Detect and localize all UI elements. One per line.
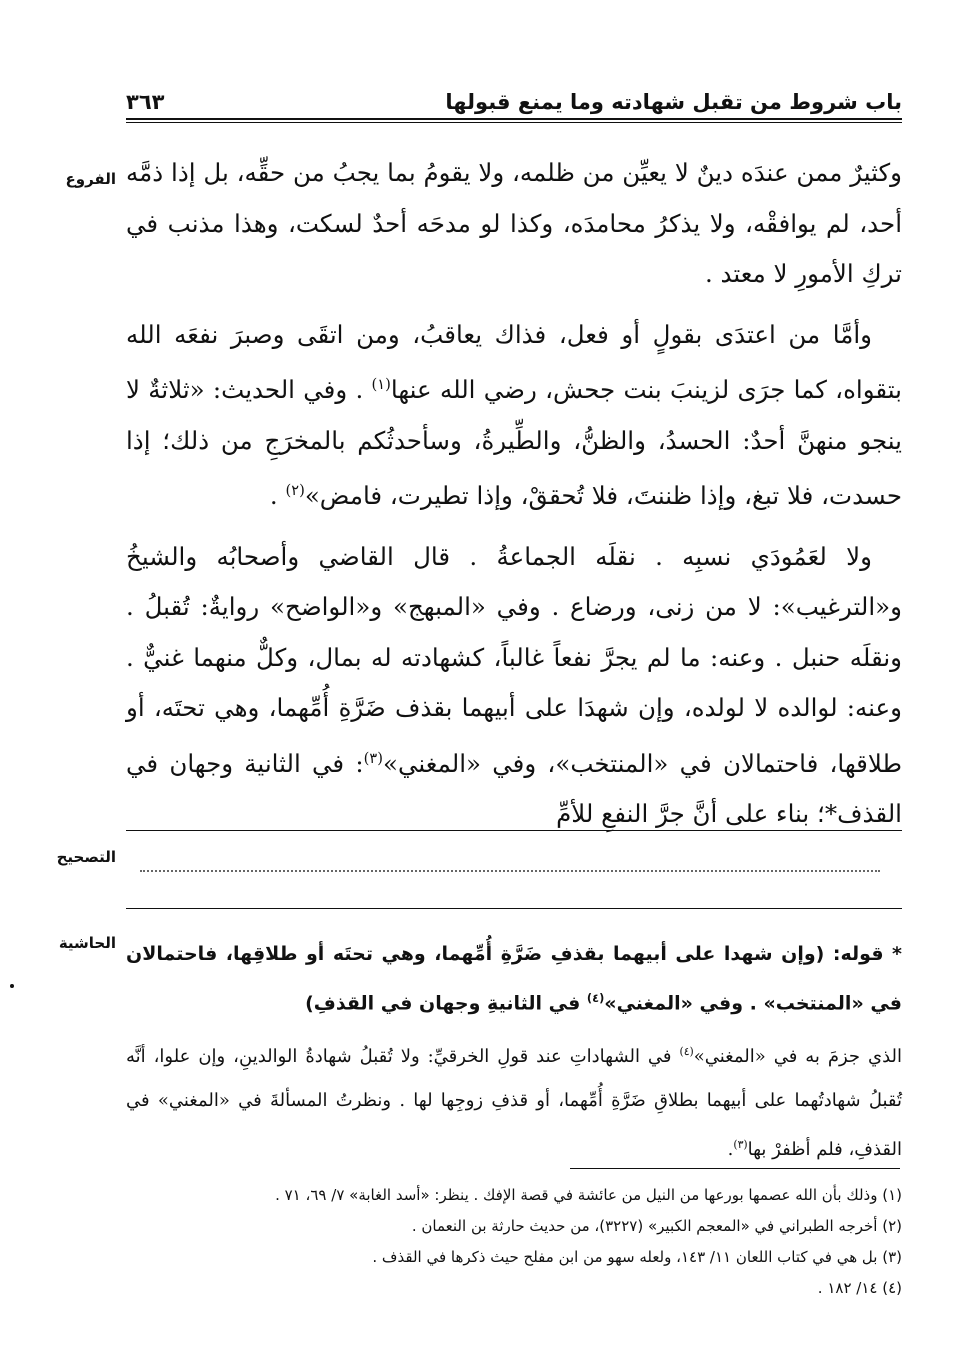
footnote: (٣) بل هي في كتاب اللعان ١١/ ١٤٣، ولعله سهو من ابن مفلح حيث ذكرها في القذف . — [372, 1248, 902, 1266]
footnote-ref: (٢) — [285, 482, 305, 500]
main-text — [126, 148, 902, 850]
paragraph — [126, 310, 902, 522]
hashiya-quote — [126, 932, 902, 1025]
header-rule-thin — [126, 122, 902, 123]
paragraph-text: ولا لعَمُودَي نسبِه . نقلَه الجماعةُ . قال القاضي وأصحابُه والشيخُ و«الترغيب»: لا من زنى، ورضاع . وفي «المبهج» و«الواضح» روايةٌ: تُقبلُ . ونقلَه حنبل . وعنه: ما لم يجرَّ نفعاً غالباً، كشهادته له بمال، وكلٌّ منهما غنيٌّ . وعنه: لوالده لا لولده، وإن شهدَا على أبيهما بقذف ضَرَّةِ أُمِّهما، وهي تحتَه، أو طلاقها، فاحتمالان في «المنتخب»، وفي «المغني» — [126, 541, 903, 778]
paragraph — [126, 1030, 902, 1172]
footnote: (٢) أخرجه الطبراني في «المعجم الكبير» (٣٢٢٧)، من حديث حارثة بن النعمان . — [411, 1217, 902, 1235]
hashiya-body — [126, 1030, 902, 1172]
paragraph-text: وأمَّا من اعتدَى بقولٍ أو فعل، فذاك يعاقبُ، ومن اتقَى وصبرَ نفعَه الله بتقواه، كما جرَى لزينبَ بنت جحش، رضي الله عنها — [126, 319, 902, 405]
footnotes — [126, 1180, 902, 1304]
margin-label-tashih: التصحيح — [56, 848, 116, 866]
paragraph — [126, 148, 902, 300]
footnote-ref: (٣) — [363, 749, 383, 767]
page-number: ٣٦٣ — [126, 90, 165, 114]
tashih-dotted-line — [140, 870, 880, 872]
paragraph — [126, 532, 902, 840]
paragraph-text: . وفي الحديث: «ثلاثةٌ لا ينجو منهنَّ أحدٌ: الحسدُ، والظنُّ، والطِّيرةُ، وسأحدثُكم بالمخرَجِ من ذلك؛ إذا حسدت، فلا تبغ، وإذا ظننتَ، فلا تُحققْ، وإذا تطيرت، فامض» — [126, 375, 902, 511]
footnote-rule — [570, 1168, 900, 1169]
paragraph-text: . — [269, 481, 286, 511]
header-rule — [126, 118, 902, 120]
footnote-ref: (٤) — [679, 1045, 694, 1058]
section-rule — [126, 830, 902, 831]
section-rule — [126, 908, 902, 909]
hashiya-quote-text: * قوله: (وإن شهدا على أبيهما بقذفِ ضَرَّةِ أُمِّهما، وهي تحتَه أو طلاقِها، فاحتمالان في «المنتخب» . وفي «المغني» — [126, 943, 902, 1015]
footnote-ref: (١) — [371, 376, 391, 393]
margin-label-hashiya: الحاشية — [58, 934, 116, 952]
paragraph-text: . — [727, 1139, 734, 1160]
margin-label-furoo: الفروع — [65, 170, 116, 188]
header-title: باب شروط من تقبل شهادته وما يمنع قبولها — [445, 90, 902, 114]
paragraph-text: : في الثانية وجهان في القذف*؛ بناء على أنَّ جرَّ النفعِ للأمِّ — [126, 748, 902, 829]
footnote: (١) وذلك بأن الله عصمها بورعها من النيل من عائشة في قصة الإفك . ينظر: «أسد الغابة» ٧/ ٦٩، ٧١ . — [275, 1186, 902, 1204]
footnote-ref: (٣) — [733, 1138, 748, 1151]
hashiya-quote-text: في الثانيةِ وجهان في القذفِ) — [305, 992, 587, 1015]
footnote: (٤) ١٤/ ١٨٢ . — [817, 1279, 902, 1297]
paragraph-text: وكثيرٌ ممن عندَه دينٌ لا يعيِّن من ظلمه، ولا يقومُ بما يجبُ من حقِّه، بل إذا ذمَّه أحد، لم يوافقْه، ولا يذكرُ محامدَه، وكذا لو مدحَه أحدٌ لسكت، وهذا مذنب في تركِ الأمورِ لا معتد . — [126, 158, 902, 288]
paragraph-text: الذي جزمَ به في «المغني» — [693, 1046, 902, 1067]
running-header — [126, 78, 902, 114]
paragraph-text: في الشهاداتِ عند قولِ الخرقيِّ: ولا تُقبلُ شهادةُ الوالدينِ، وإن علوا، أنَّه تُقبلُ شهادتُهما على أبيهما بطلاقِ ضَرَّةِ أُمِّهما، أو قذفِ زوجِها لها . ونظرتُ المسألةَ في «المغني» في القذفِ، فلم أظفرْ بها — [126, 1046, 902, 1160]
footnote-ref: (٤) — [586, 991, 605, 1005]
scan-speck — [10, 984, 14, 988]
